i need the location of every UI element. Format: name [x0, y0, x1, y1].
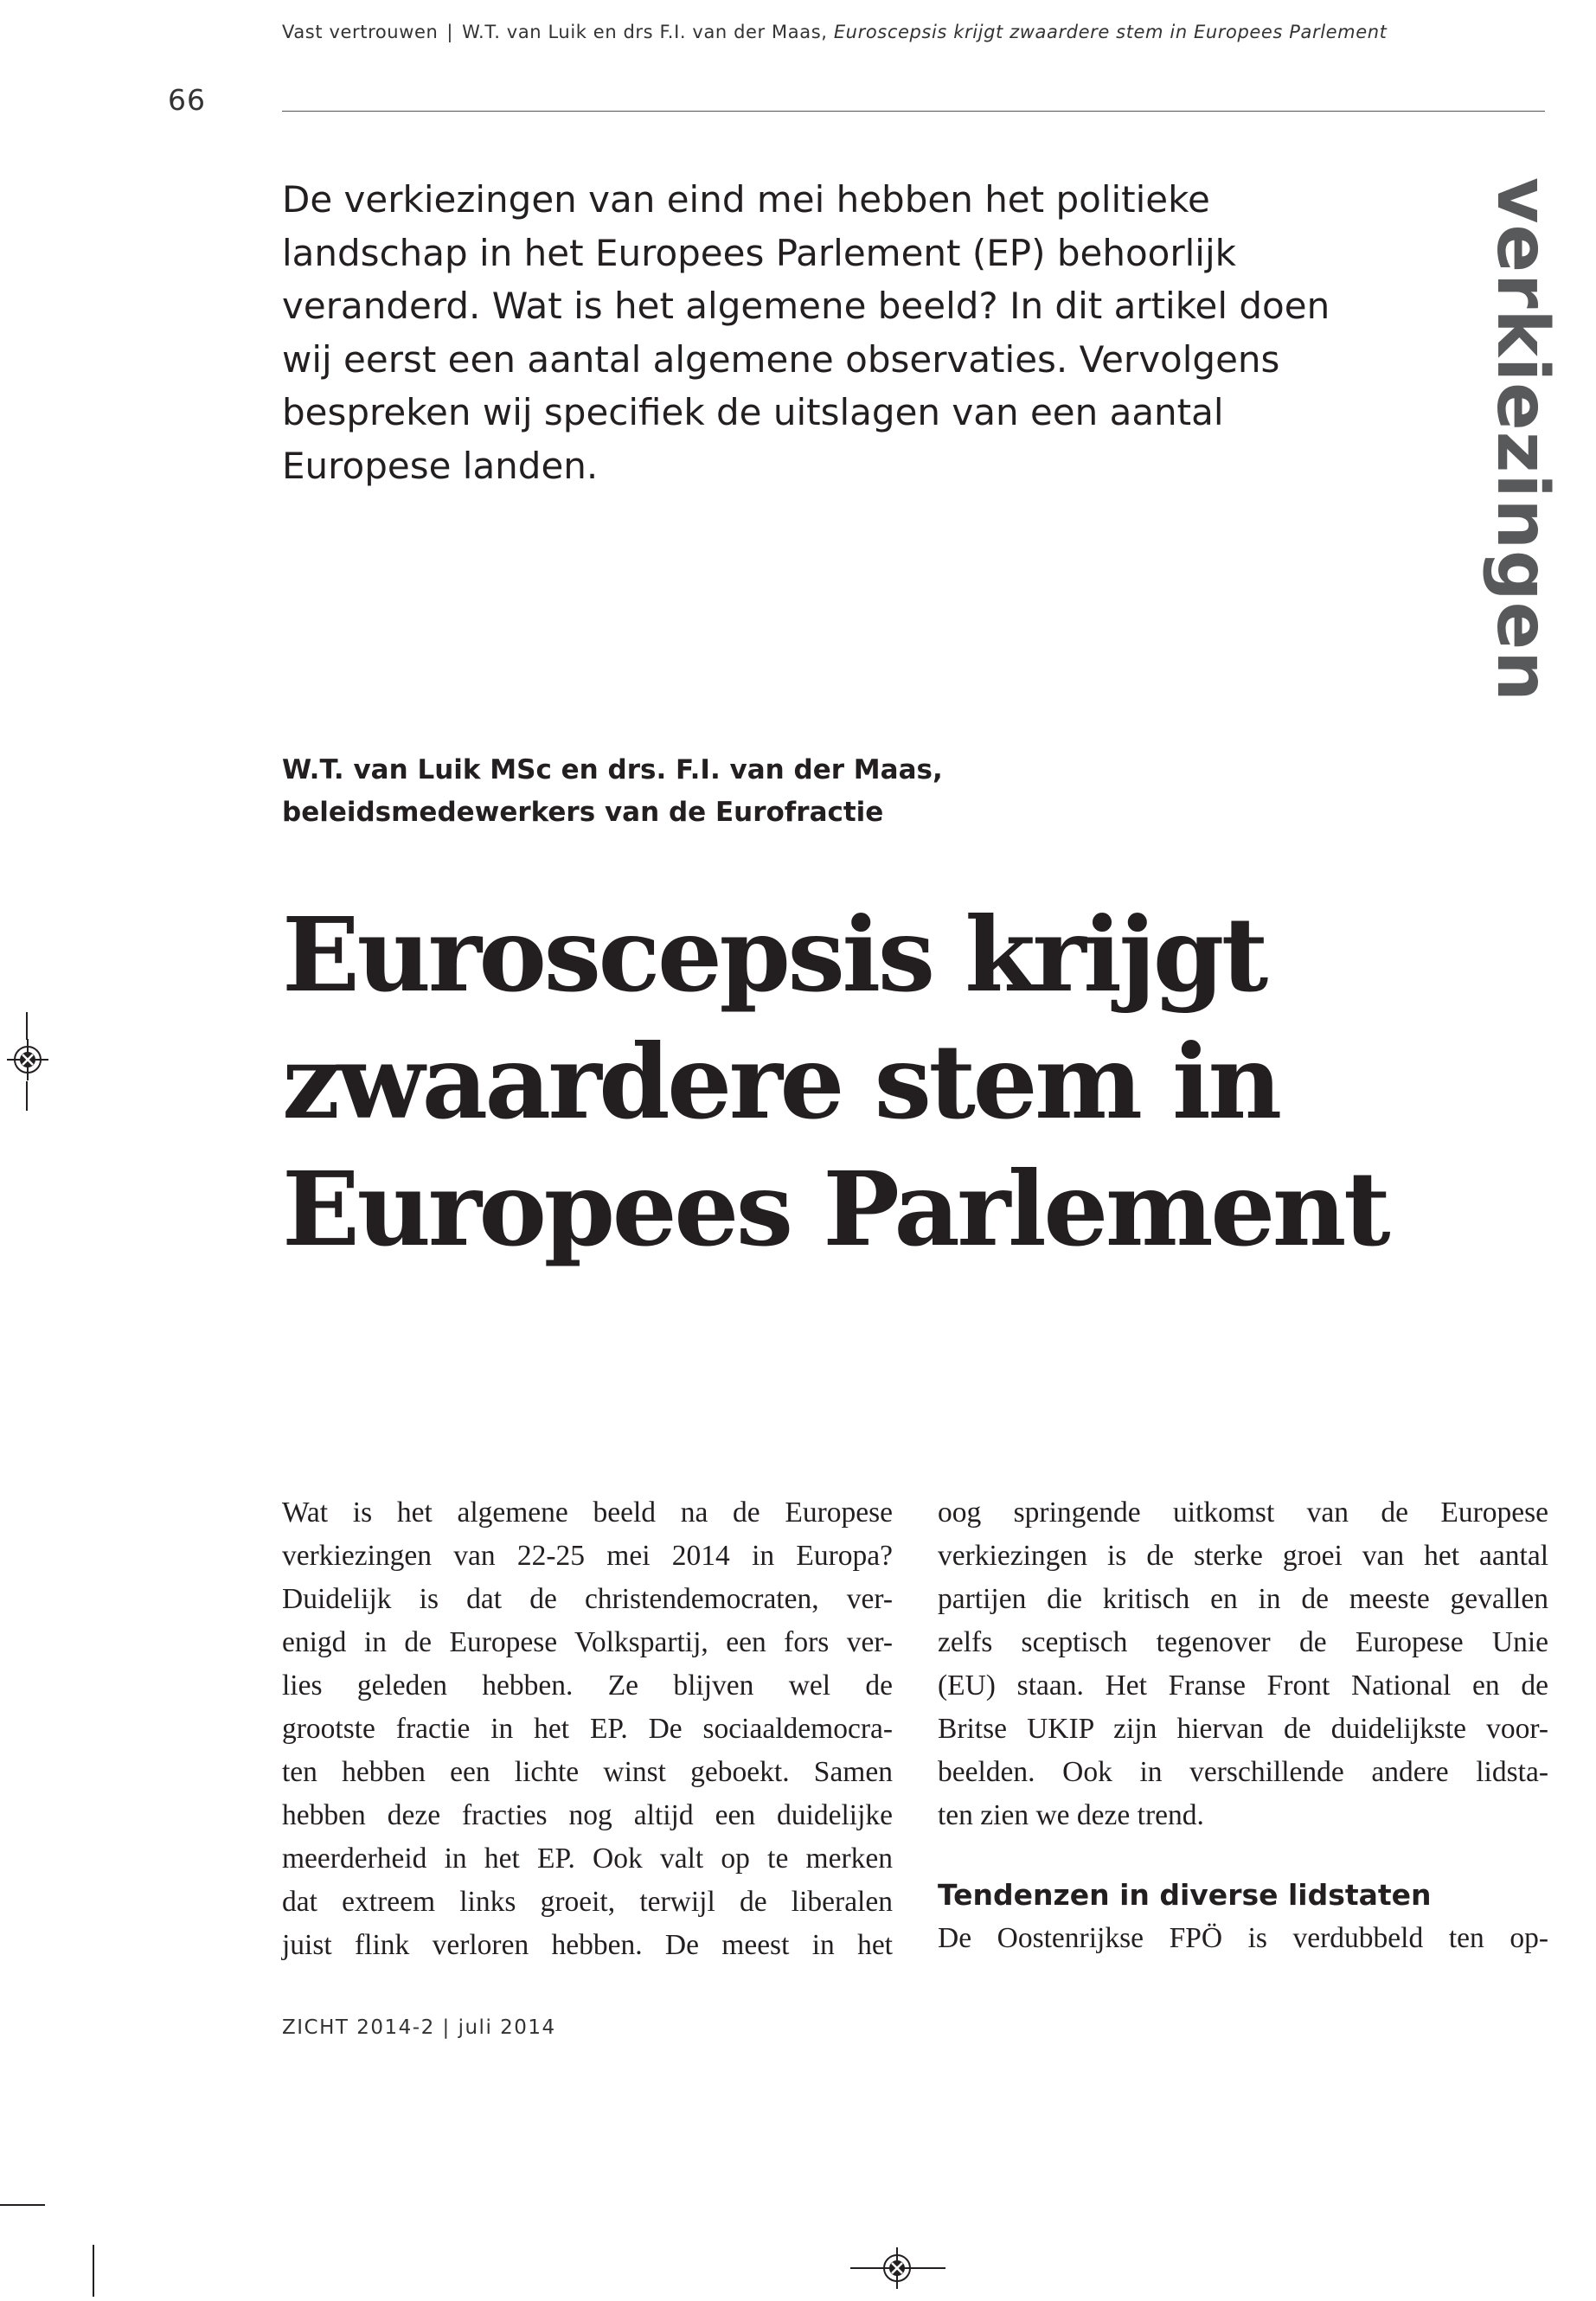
registration-mark-icon — [7, 1039, 48, 1080]
intro-line: wij eerst een aantal algemene observaties. Vervolgens — [282, 337, 1280, 381]
body-line: enigd in de Europese Volkspartij, een fors ver- — [282, 1626, 893, 1658]
crop-mark — [26, 1012, 28, 1040]
intro-line: De verkiezingen van eind mei hebben het politieke — [282, 178, 1210, 221]
author-names: W.T. van Luik MSc en drs. F.I. van der Maas, — [282, 754, 943, 785]
running-head-separator: | — [446, 22, 454, 42]
body-line: grootste fractie in het EP. De sociaaldemocra- — [282, 1713, 893, 1745]
intro-line: veranderd. Wat is het algemene beeld? In dit artikel doen — [282, 285, 1330, 327]
header-rule — [282, 111, 1545, 112]
intro-paragraph — [282, 173, 1330, 492]
body-line: meerderheid in het EP. Ook valt op te merken — [282, 1843, 893, 1875]
headline-line: zwaardere stem in — [282, 1022, 1279, 1142]
body-line: verkiezingen is de sterke groei van het aantal — [938, 1540, 1548, 1572]
running-head-article-title: Euroscepsis krijgt zwaardere stem in Europees Parlement — [833, 22, 1388, 42]
section-tag: verkiezingen — [1481, 177, 1563, 702]
body-line: Wat is het algemene beeld na de Europese — [282, 1497, 893, 1529]
headline-line: Euroscepsis krijgt — [282, 894, 1266, 1015]
body-line: Duidelijk is dat de christendemocraten, ver- — [282, 1583, 893, 1615]
author-roles: beleidsmedewerkers van de Eurofractie — [282, 797, 884, 828]
body-line: ten zien we deze trend. — [938, 1799, 1204, 1831]
page-footer: ZICHT 2014-2 | juli 2014 — [282, 2016, 556, 2039]
body-column-left — [282, 1491, 893, 1967]
registration-mark-icon — [876, 2247, 918, 2289]
author-byline — [282, 749, 943, 834]
body-line: juist flink verloren hebben. De meest in het — [282, 1929, 893, 1961]
body-line: Britse UKIP zijn hiervan de duidelijkste voor- — [938, 1713, 1548, 1745]
intro-line: bespreken wij specifiek de uitslagen van een aantal — [282, 391, 1224, 433]
page-number: 66 — [168, 83, 206, 117]
intro-line: Europese landen. — [282, 444, 599, 487]
body-line: zelfs sceptisch tegenover de Europese Unie — [938, 1626, 1548, 1658]
body-line: ten hebben een lichte winst geboekt. Samen — [282, 1756, 893, 1788]
crop-mark — [0, 2204, 45, 2206]
crop-mark — [850, 2267, 876, 2269]
intro-line: landschap in het Europees Parlement (EP) behoorlijk — [282, 231, 1236, 274]
headline-line: Europees Parlement — [282, 1149, 1388, 1269]
crop-mark — [26, 1081, 28, 1111]
body-line: De Oostenrijkse FPÖ is verdubbeld ten op- — [938, 1922, 1548, 1954]
crop-mark — [918, 2267, 945, 2269]
body-column-right — [938, 1491, 1548, 1960]
body-line: dat extreem links groeit, terwijl de liberalen — [282, 1886, 893, 1918]
body-line: lies geleden hebben. Ze blijven wel de — [282, 1670, 893, 1702]
crop-mark — [93, 2245, 94, 2297]
running-head — [282, 22, 1387, 42]
body-line: oog springende uitkomst van de Europese — [938, 1497, 1548, 1529]
running-head-authors: W.T. van Luik en drs F.I. van der Maas, — [462, 22, 828, 42]
body-line: partijen die kritisch en in de meeste gevallen — [938, 1583, 1548, 1615]
article-headline — [282, 891, 1536, 1272]
section-subheading: Tendenzen in diverse lidstaten — [938, 1878, 1432, 1912]
body-line: verkiezingen van 22-25 mei 2014 in Europa? — [282, 1540, 893, 1572]
body-line: (EU) staan. Het Franse Front National en de — [938, 1670, 1548, 1702]
running-head-publication: Vast vertrouwen — [282, 22, 439, 42]
body-line: beelden. Ook in verschillende andere lidsta- — [938, 1756, 1548, 1788]
body-line: hebben deze fracties nog altijd een duidelijke — [282, 1799, 893, 1831]
